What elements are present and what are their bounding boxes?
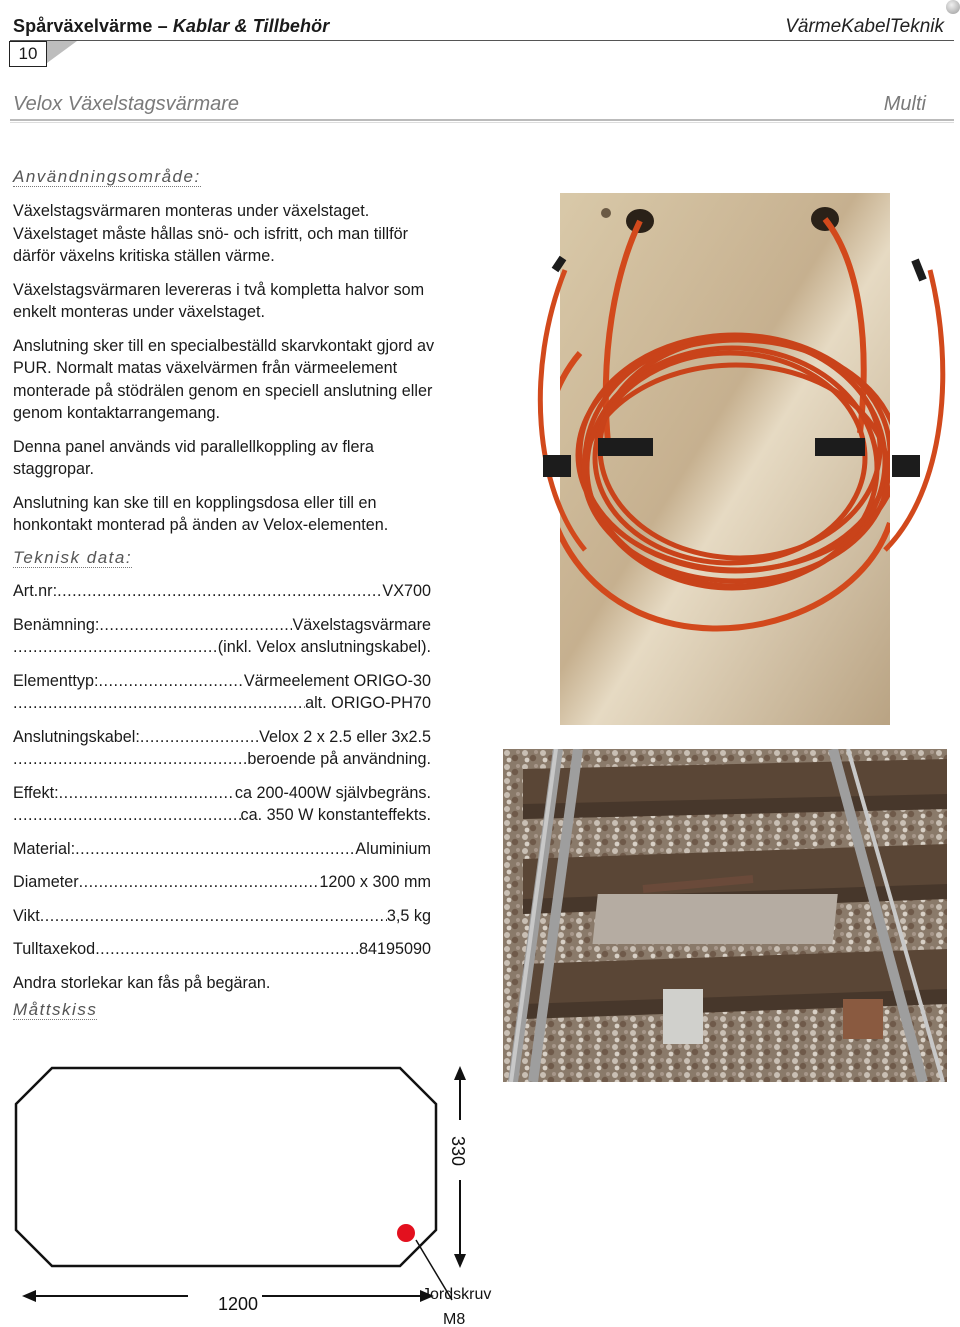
usage-paragraph: Anslutning sker till en specialbeställd skarvkontakt gjord av PUR. Normalt matas växelvärmen från värmeelement monterade på stödrälen genom en speciell anslutning eller genom kontaktarrangemang.	[13, 336, 435, 422]
document-title-sub: Kablar & Tillbehör	[172, 16, 330, 36]
document-title-main: Spårväxelvärme –	[13, 16, 173, 36]
tech-heading: Teknisk data:	[13, 548, 133, 567]
panel-outline	[16, 1068, 436, 1266]
ground-screw-label: Jordskruv	[422, 1286, 492, 1303]
arrow-down-icon	[454, 1254, 466, 1268]
arrow-up-icon	[454, 1066, 466, 1080]
ground-screw-size: M8	[443, 1311, 466, 1327]
spec-element-type: Elementtyp: ..... Värmeelement ORIGO-30	[13, 670, 431, 693]
spec-element-type-cont: ..... alt. ORIGO-PH70	[13, 692, 431, 715]
sketch-heading: Måttskiss	[13, 1000, 98, 1019]
spec-customs-code: Tulltaxekod ..... 84195090	[13, 938, 431, 961]
usage-paragraph: Anslutning kan ske till en kopplingsdosa eller till en honkontakt monterad på änden av Velox-elementen.	[13, 493, 389, 534]
spec-material: Material: ..... Aluminium	[13, 838, 431, 861]
page-tab-triangle	[47, 41, 77, 63]
height-dimension-label: 330	[448, 1136, 468, 1167]
spec-art-number: Art.nr: ..... VX700	[13, 580, 431, 603]
width-dimension-label: 1200	[218, 1294, 259, 1314]
spec-power: Effekt: ..... ca 200-400W självbegräns.	[13, 782, 431, 805]
brand-name: VärmeKabelTeknik	[785, 16, 944, 37]
usage-text	[13, 200, 453, 548]
spec-cable: Anslutningskabel: ..... Velox 2 x 2.5 eller 3x2.5	[13, 726, 431, 749]
spec-power-cont: ..... ca. 350 W konstanteffekts.	[13, 804, 431, 827]
header-divider	[10, 40, 954, 41]
railway-track-photo	[503, 749, 947, 1082]
spec-weight: Vikt ..... 3,5 kg	[13, 905, 431, 928]
product-title: Velox Växelstagsvärmare	[13, 93, 240, 115]
cable-overflow-graphic	[525, 250, 960, 580]
spec-diameter: Diameter ..... 1200 x 300 mm	[13, 871, 431, 894]
document-title	[13, 16, 329, 37]
usage-heading: Användningsområde:	[13, 167, 201, 186]
corner-dot-icon	[946, 0, 960, 14]
dimension-sketch	[0, 1040, 520, 1327]
tech-spec-list	[13, 580, 431, 994]
product-category: Multi	[883, 93, 926, 115]
ground-screw-dot	[397, 1224, 415, 1242]
arrow-left-icon	[22, 1290, 36, 1302]
subheader-divider	[10, 119, 954, 121]
usage-paragraph: Växelstagsvärmaren levereras i två kompletta halvor som enkelt monteras under växelstaget.	[13, 280, 425, 321]
page-number: 10	[9, 41, 47, 67]
usage-paragraph: Denna panel används vid parallellkoppling av flera staggropar.	[13, 437, 374, 478]
usage-paragraph: Växelstagsvärmaren monteras under växelstaget. Växelstaget måste hållas snö- och isfritt, och man tillför därför växelns kritiska ställen värme.	[13, 202, 408, 265]
subheader-divider-thin	[10, 122, 954, 123]
spec-cable-cont: ..... beroende på användning.	[13, 748, 431, 771]
spec-note: Andra storlekar kan fås på begäran.	[13, 973, 271, 992]
spec-name: Benämning: ..... Växelstagsvärmare	[13, 614, 431, 637]
spec-name-cont: ..... (inkl. Velox anslutningskabel).	[13, 636, 431, 659]
